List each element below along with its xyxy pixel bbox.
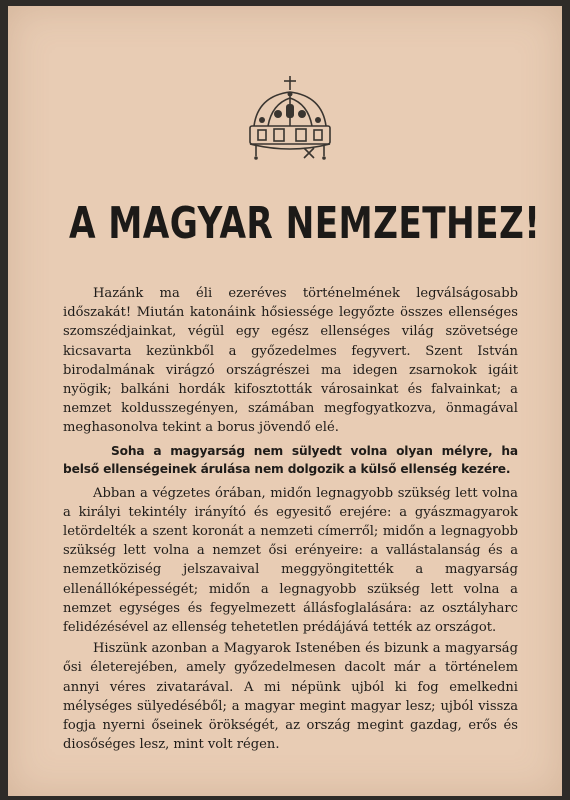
poster-sheet — [8, 6, 562, 796]
paragraph-3: Abban a végzetes órában, midőn legnagyobb szükség lett volna a királyi tekintély irányító és egyesitő erejére: a gyászmagyarok letördelték a szent koronát a nemzeti címerről; midőn a legnagyobb szükség lett volna a nemzet ősi erényeire: a vallástalanság és a nemzetköziség jelszavaival meggyöngitették a magyarság ellenállóképességét; midőn a legnagyobb szükség lett volna a nemzet egységes és fegyelmezett állásfoglalására: az osztályharc felidézésével az ellenség tehetetlen prédájává tették az országot. — [63, 485, 518, 636]
paragraph-4: Hiszünk azonban a Magyarok Istenében és bizunk a magyarság ősi életerejében, amely győzedelmesen dacolt már a történelem annyi véres zivatarával. A mi népünk ujból ki fog emelkedni mélységes sülyedéséből; a magyar megint magyar lesz; ujból vissza fogja nyerni őseinek örökségét, az ország megint gazdag, erős és diosőséges lesz, mint volt régen. — [63, 641, 518, 753]
paragraph-1: Hazánk ma éli ezeréves történelmének legválságosabb időszakát! Miután katonáink hősiessége legyőzte összes ellenséges szomszédjainkat, végül egy egész ellenséges világ szövetsége kicsavarta kezünkből a győzedelmes fegyvert. Szent István birodalmának virágzó országrészei ma idegen zsarnokok igáit nyögik; balkáni hordák kifosztották városainkat és falvainkat; a nemzet koldusszegényen, számában megfogyatkozva, önmagával meghasonolva tekint a borus jövendő elé. — [63, 286, 518, 436]
poster-body — [63, 284, 518, 754]
emphasis-paragraph: Soha a magyarság nem sülyedt volna olyan mélyre, ha belső ellenségeinek árulása nem dolgozik a külső ellenség kezére. — [63, 443, 518, 476]
holy-crown-icon — [244, 74, 336, 160]
poster-headline: A MAGYAR NEMZETHEZ! — [68, 198, 541, 249]
